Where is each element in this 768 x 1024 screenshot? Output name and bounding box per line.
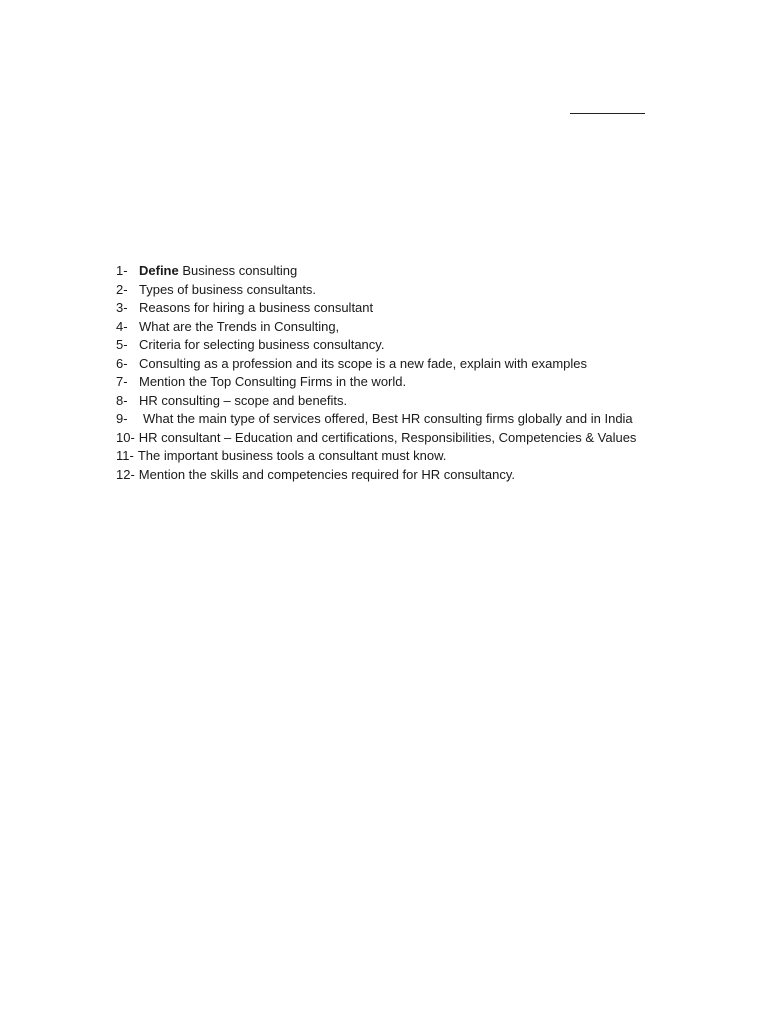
question-number: 11- — [116, 448, 134, 463]
question-item — [116, 447, 636, 466]
question-list — [116, 262, 636, 484]
question-number: 3- — [116, 300, 128, 315]
question-item — [116, 262, 636, 281]
question-number: 2- — [116, 281, 128, 297]
question-item — [116, 318, 636, 337]
question-number: 6- — [116, 355, 128, 371]
question-text: The important business tools a consultant must know. — [137, 448, 447, 463]
question-text: HR consultant – Education and certifications, Responsibilities, Competencies & Values — [138, 429, 637, 445]
question-text: What are the Trends in Consulting, — [139, 318, 340, 334]
question-text: Reasons for hiring a business consultant — [139, 300, 374, 315]
question-number: 7- — [116, 374, 128, 389]
question-item — [116, 392, 636, 411]
question-item — [116, 299, 636, 318]
question-item — [116, 429, 636, 448]
question-text: Business consulting — [178, 263, 298, 278]
question-number: 4- — [116, 318, 128, 334]
question-number: 8- — [116, 392, 128, 408]
question-item — [116, 410, 636, 429]
question-number: 5- — [116, 337, 128, 352]
top-blank-line — [570, 113, 645, 114]
question-bold-word: Define — [139, 263, 179, 278]
question-number: 12- — [116, 466, 135, 482]
question-item — [116, 466, 636, 485]
question-number: 1- — [116, 263, 128, 278]
question-item — [116, 373, 636, 392]
question-text: Mention the skills and competencies required for HR consultancy. — [138, 466, 516, 482]
question-text: HR consulting – scope and benefits. — [139, 392, 348, 408]
question-number: 9- — [116, 411, 128, 426]
question-text: Types of business consultants. — [139, 281, 317, 297]
question-text: Consulting as a profession and its scope is a new fade, explain with examples — [139, 355, 588, 371]
question-text: Mention the Top Consulting Firms in the world. — [139, 374, 407, 389]
question-text: What the main type of services offered, Best HR consulting firms globally and in India — [143, 411, 633, 426]
question-text: Criteria for selecting business consultancy. — [139, 337, 385, 352]
question-item — [116, 281, 636, 300]
question-item — [116, 336, 636, 355]
question-item — [116, 355, 636, 374]
question-number: 10- — [116, 429, 135, 445]
